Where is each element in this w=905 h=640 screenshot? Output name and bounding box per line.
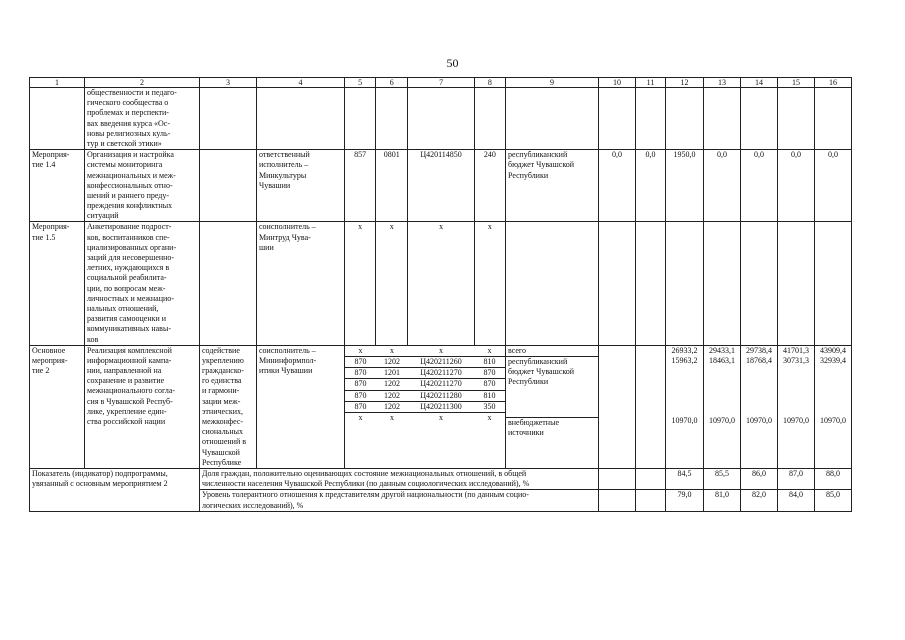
activity-description: общественности и педаго- гического сообщества о проблемах и перспекти- вах введения курса «Ос- новы религиозных куль- тур и светской этики» <box>85 88 200 150</box>
measure-row-1-5 <box>30 222 852 345</box>
codes-row: 870 1202 Ц420211300 350 <box>345 401 505 412</box>
indicator-value: 84,0 <box>778 490 815 511</box>
value-cell: 0,0 <box>741 150 778 222</box>
activity-description: Реализация комплексной информационной кампа- нии, направленной на сохранение и развитие межнационального согла- сия в Чувашской Респуб- лике, укрепление един- ства российской нации <box>85 345 200 468</box>
activity-description: Анкетирование подрост- ков, воспитанников спе- циализированных органи- заций для несовершенно- летних, нуждающихся в социальной реабилита- ции, по вопросам меж- личностных и межнацио- нальных отношений, развития самооценки и коммуникативных навы- ков <box>85 222 200 345</box>
task-description: содействие укреплению гражданско- го единства и гармони- зации меж- этнических, межконфес- сиональных отношений в Чувашской Республике <box>200 345 257 468</box>
value-column: 41701,3 30731,3 10970,0 <box>778 345 815 468</box>
funding-source: республиканский бюджет Чувашской Республики <box>506 150 599 222</box>
header-row <box>30 78 852 88</box>
main-measure-row-2 <box>30 345 852 468</box>
indicator-label: Показатель (индикатор) подпрограммы, увязанный с основным мероприятием 2 <box>30 468 200 511</box>
header-cell: 7 <box>408 78 474 88</box>
funding-sources: всего республиканский бюджет Чувашской Республики внебюджетные источники <box>506 345 599 468</box>
codes-row: 870 1202 Ц420211260 810 <box>345 356 505 367</box>
value-cell: 0,0 <box>636 150 666 222</box>
codes-row: 870 1201 Ц420211270 870 <box>345 368 505 379</box>
codes-row: 870 1202 Ц420211270 870 <box>345 379 505 390</box>
codes-row: x x x x <box>358 412 492 422</box>
indicator-value: 86,0 <box>741 468 778 489</box>
header-cell: 1 <box>30 78 85 88</box>
value-cell: 1950,0 <box>666 150 704 222</box>
measure-label: Мероприя- тие 1.5 <box>30 222 85 345</box>
value-column: 29738,4 18768,4 10970,0 <box>741 345 778 468</box>
value-cell: 0,0 <box>599 150 636 222</box>
codes-row: x x x x <box>345 346 505 357</box>
indicator-value: 85,5 <box>704 468 741 489</box>
indicator-text: Доля граждан, положительно оценивающих состояние межнациональных отношений, в общей численности населения Чувашской Республики (по данным социологических исследований), % <box>200 468 599 489</box>
budget-table <box>29 77 852 512</box>
codes-subtable <box>345 346 505 423</box>
value-column: 26933,2 15963,2 10970,0 <box>666 345 704 468</box>
page-number: 50 <box>446 56 459 70</box>
code-section: 0801 <box>376 150 408 222</box>
header-cell: 2 <box>85 78 200 88</box>
activity-description: Организация и настройка системы мониторинга межнациональных и меж- конфессиональных отно- шений и раннего преду- преждения конфликтных ситуаций <box>85 150 200 222</box>
indicator-value: 79,0 <box>666 490 704 511</box>
measure-row-1-4 <box>30 150 852 222</box>
measure-label: Мероприя- тие 1.4 <box>30 150 85 222</box>
value-cell: 0,0 <box>778 150 815 222</box>
measure-label: Основное мероприя- тие 2 <box>30 345 85 468</box>
indicator-value: 82,0 <box>741 490 778 511</box>
value-column: 29433,1 18463,1 10970,0 <box>704 345 741 468</box>
code-section: x <box>376 222 408 345</box>
value-column: 43909,4 32939,4 10970,0 <box>815 345 852 468</box>
header-cell: 4 <box>257 78 345 88</box>
indicator-value: 84,5 <box>666 468 704 489</box>
code-expense: x <box>474 222 505 345</box>
header-cell: 10 <box>599 78 636 88</box>
budget-codes <box>345 345 506 468</box>
code-grbs: 857 <box>345 150 376 222</box>
executor: ответственный исполнитель – Минкультуры Чувашии <box>257 150 345 222</box>
header-cell: 14 <box>741 78 778 88</box>
indicator-value: 88,0 <box>815 468 852 489</box>
executor: соисполнитель – Минтруд Чува- шии <box>257 222 345 345</box>
header-cell: 3 <box>200 78 257 88</box>
header-cell: 11 <box>636 78 666 88</box>
header-cell: 9 <box>506 78 599 88</box>
indicator-text: Уровень толерантного отношения к представителям другой национальности (по данным социо- логических исследований), % <box>200 490 599 511</box>
header-cell: 8 <box>474 78 505 88</box>
header-cell: 16 <box>815 78 852 88</box>
code-target: x <box>408 222 474 345</box>
continuation-row <box>30 88 852 150</box>
header-cell: 15 <box>778 78 815 88</box>
header-cell: 6 <box>376 78 408 88</box>
header-cell: 5 <box>345 78 376 88</box>
header-cell: 12 <box>666 78 704 88</box>
value-cell: 0,0 <box>815 150 852 222</box>
indicator-value: 85,0 <box>815 490 852 511</box>
header-cell: 13 <box>704 78 741 88</box>
indicator-row-1 <box>30 468 852 489</box>
value-cell: 0,0 <box>704 150 741 222</box>
executor: соисполнитель – Мининформпол- итики Чувашии <box>257 345 345 468</box>
code-expense: 240 <box>474 150 505 222</box>
indicator-value: 87,0 <box>778 468 815 489</box>
code-target: Ц420114850 <box>408 150 474 222</box>
code-grbs: x <box>345 222 376 345</box>
indicator-value: 81,0 <box>704 490 741 511</box>
codes-row: 870 1202 Ц420211280 810 <box>345 390 505 401</box>
